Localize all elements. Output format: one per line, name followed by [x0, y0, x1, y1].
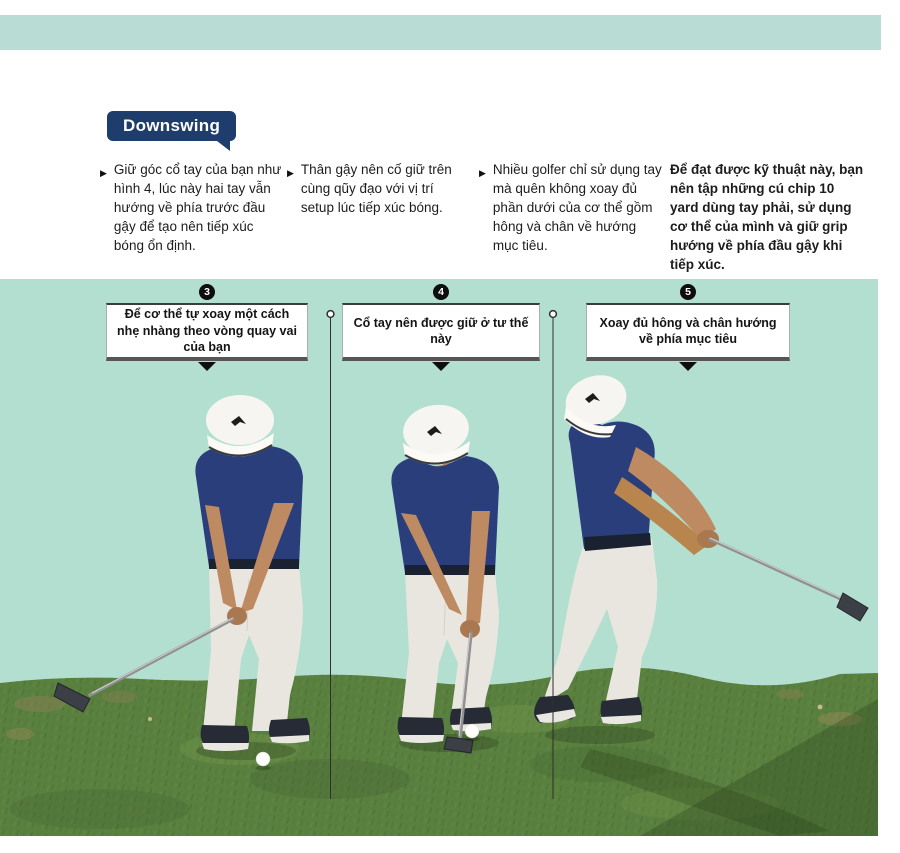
step-number-badge: 4 [433, 284, 449, 300]
intro-column-4 [670, 160, 864, 274]
intro-text-4: Để đạt được kỹ thuật này, bạn nên tập những cú chip 10 yard dùng tay phải, sử dụng cơ thể của mình và giữ grip hướng về phía đầu gậy khi tiếp xúc. [670, 162, 864, 272]
golf-ball [256, 752, 270, 766]
bullet-arrow-icon: ▶ [287, 168, 294, 178]
intro-text-3: Nhiều golfer chỉ sử dụng tay mà quên không xoay đủ phần dưới của cơ thể gồm hông và chân về hướng mục tiêu. [492, 162, 662, 253]
caption-text: Cổ tay nên được giữ ở tư thế này [353, 315, 529, 346]
caption-text: Để cơ thể tự xoay một cách nhẹ nhàng theo vòng quay vai của bạn [117, 307, 297, 355]
caption-pointer-icon [198, 362, 216, 371]
section-badge-label: Downswing [123, 116, 221, 135]
divider-pin-icon [327, 311, 334, 318]
step-number-badge: 3 [199, 284, 215, 300]
caption-pointer-icon [432, 362, 450, 371]
divider-pin-icon [550, 311, 557, 318]
intro-text-1: Giữ góc cổ tay của bạn như hình 4, lúc này hai tay vẫn hướng về phía trước đầu gậy để tạo nên tiếp xúc bóng ổn định. [113, 162, 282, 253]
bullet-arrow-icon: ▶ [100, 168, 107, 178]
step-number-badge: 5 [680, 284, 696, 300]
caption-text: Xoay đủ hông và chân hướng về phía mục tiêu [599, 315, 777, 346]
golf-club-shaft [710, 539, 850, 603]
top-banner-strip [0, 15, 881, 50]
caption-box-4 [342, 285, 540, 361]
intro-column-3 [479, 160, 663, 255]
intro-text-2: Thân gậy nên cố giữ trên cùng qũy đạo với vị trí setup lúc tiếp xúc bóng. [300, 162, 452, 215]
caption-pointer-icon [679, 362, 697, 371]
caption-box-3 [106, 285, 308, 361]
golf-ball [465, 724, 479, 738]
intro-column-2 [287, 160, 465, 217]
section-badge [107, 111, 236, 141]
golf-club-head [837, 593, 868, 621]
caption-box-5 [586, 285, 790, 361]
badge-tail-icon [217, 141, 230, 151]
intro-column-1 [100, 160, 283, 255]
bullet-arrow-icon: ▶ [479, 168, 486, 178]
